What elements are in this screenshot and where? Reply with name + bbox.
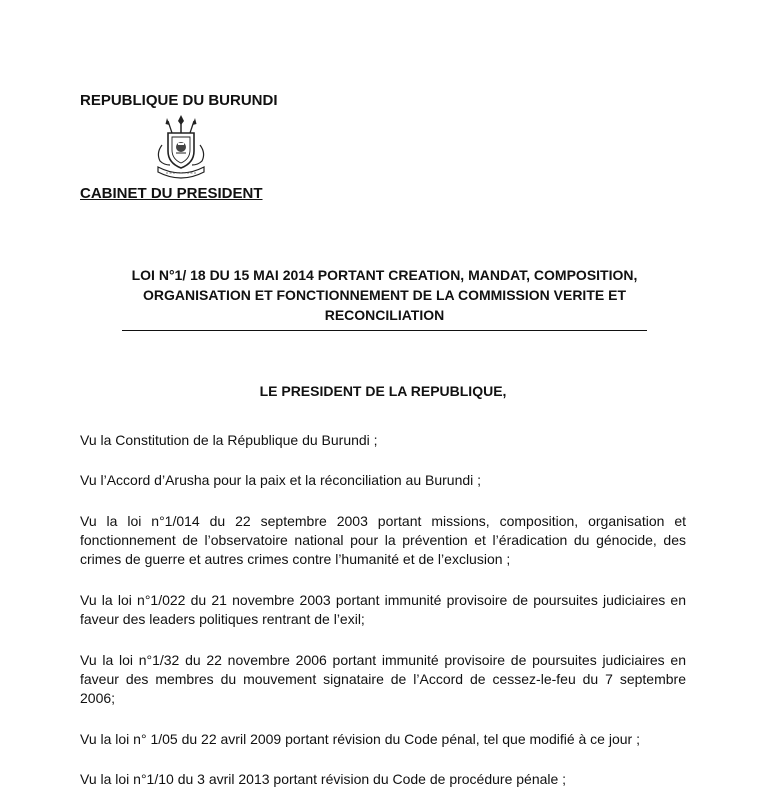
preamble-item: Vu l’Accord d’Arusha pour la paix et la réconciliation au Burundi ; <box>80 472 482 488</box>
office-name: CABINET DU PRESIDENT <box>80 185 263 202</box>
preamble-item: Vu la loi n°1/32 du 22 novembre 2006 portant immunité provisoire de poursuites judiciaires en faveur des membres du mouvement signataire de l’Accord de cessez-le-feu du 7 septembre 2006; <box>80 652 686 706</box>
preamble-item: Vu la loi n°1/10 du 3 avril 2013 portant révision du Code de procédure pénale ; <box>80 771 567 787</box>
preamble-item: Vu la loi n°1/022 du 21 novembre 2003 portant immunité provisoire de poursuites judiciaires en faveur des leaders politiques rentrant de l’exil; <box>80 592 686 627</box>
country-name: REPUBLIQUE DU BURUNDI <box>80 92 278 109</box>
preamble-item: Vu la loi n°1/014 du 22 septembre 2003 portant missions, composition, organisation et fonctionnement de l’observatoire national pour la prévention et l’éradication du génocide, des crimes de guerre et autres crimes contre l’humanité et de l’exclusion ; <box>80 513 686 567</box>
law-title: LOI N°1/ 18 DU 15 MAI 2014 PORTANT CREATION, MANDAT, COMPOSITION, ORGANISATION ET FONCTIONNEMENT DE LA COMMISSION VERITE ET RECONCILIATION <box>122 265 647 331</box>
preamble-item: Vu la Constitution de la République du Burundi ; <box>80 432 378 448</box>
preamble-item: Vu la loi n° 1/05 du 22 avril 2009 portant révision du Code pénal, tel que modifié à ce jour ; <box>80 731 640 747</box>
preamble-heading: LE PRESIDENT DE LA REPUBLIQUE, <box>259 383 507 399</box>
coat-of-arms-icon <box>146 115 216 181</box>
